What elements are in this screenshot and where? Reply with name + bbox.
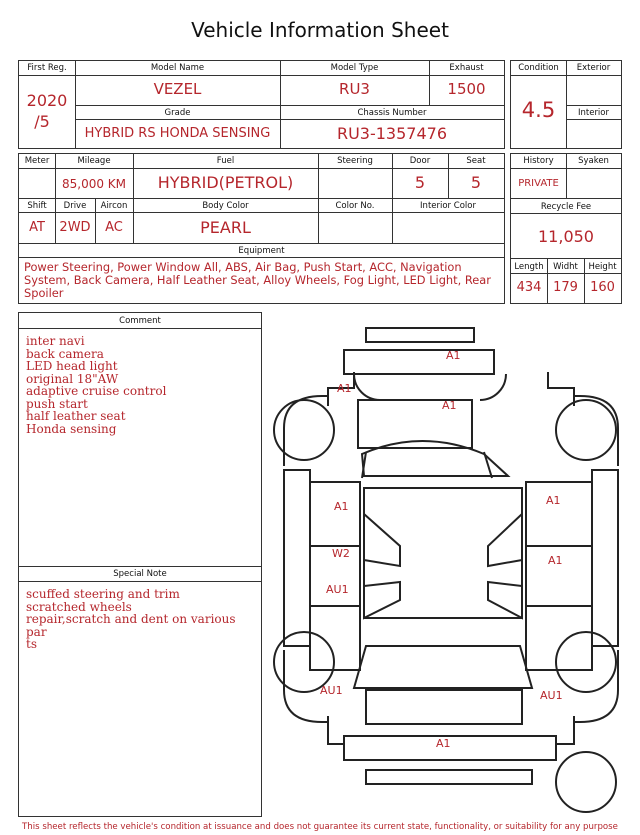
damage-label: A1 — [546, 494, 561, 507]
body-color-value: PEARL — [200, 218, 251, 237]
disclaimer-footer: This sheet reflects the vehicle's condition at issuance and does not guarantee its current state, functionality, or suitability for any purpose — [22, 822, 618, 832]
interior-label: Interior — [577, 108, 609, 118]
damage-label: AU1 — [326, 583, 349, 596]
damage-label: W2 — [332, 547, 350, 560]
damage-label: AU1 — [540, 689, 563, 702]
shift-value: AT — [29, 220, 45, 235]
model-name-value: VEZEL — [153, 80, 202, 98]
first-reg-year: 2020 — [26, 91, 68, 110]
comment-label: Comment — [119, 316, 161, 326]
fuel-value: HYBRID(PETROL) — [157, 173, 294, 192]
door-value: 5 — [414, 173, 426, 192]
sheet-title: Vehicle Information Sheet — [191, 18, 449, 42]
height-value: 160 — [590, 280, 615, 295]
equipment-label: Equipment — [238, 246, 285, 256]
history-label: History — [523, 156, 554, 166]
equipment-list: Power Steering, Power Window All, ABS, Air Bag, Push Start, ACC, Navigation System, Back Camera, Half Leather Seat, Alloy Wheels, Fog Light, LED Light, Rear Spoiler — [24, 260, 491, 300]
history-value: PRIVATE — [518, 178, 559, 189]
aircon-value: AC — [105, 220, 123, 235]
damage-label: A1 — [334, 500, 349, 513]
damage-label: A1 — [337, 382, 352, 395]
damage-label: A1 — [442, 399, 457, 412]
meter-label: Meter — [24, 156, 50, 166]
exterior-label: Exterior — [576, 63, 611, 73]
special-note-text: scuffed steering and trim scratched wheels repair,scratch and dent on various par ts — [26, 587, 236, 651]
width-value: 179 — [553, 280, 578, 295]
special-note-label: Special Note — [113, 569, 167, 579]
chassis-value: RU3-1357476 — [336, 124, 448, 143]
exhaust-label: Exhaust — [449, 63, 484, 73]
model-name-label: Model Name — [150, 63, 205, 73]
specs-box — [18, 153, 505, 304]
comment-text: inter navi back camera LED head light original 18"AW adaptive cruise control push start half leather seat Honda sensing — [26, 334, 167, 436]
body-color-label: Body Color — [202, 201, 249, 211]
shift-label: Shift — [27, 201, 47, 211]
width-label: Widht — [553, 262, 578, 272]
recycle-fee-label: Recycle Fee — [540, 202, 592, 212]
drive-value: 2WD — [59, 220, 91, 235]
grade-value: HYBRID RS HONDA SENSING — [84, 126, 271, 141]
model-type-label: Model Type — [330, 63, 379, 73]
first-reg-label: First Reg. — [27, 63, 67, 73]
registration-box — [18, 60, 505, 149]
damage-label: A1 — [436, 737, 451, 750]
length-label: Length — [514, 262, 544, 272]
chassis-label: Chassis Number — [357, 108, 427, 118]
condition-score: 4.5 — [521, 98, 556, 122]
color-no-label: Color No. — [335, 201, 375, 211]
height-label: Height — [588, 262, 617, 272]
steering-label: Steering — [337, 156, 373, 166]
damage-label: A1 — [446, 349, 461, 362]
history-box — [510, 153, 622, 304]
damage-label: AU1 — [320, 684, 343, 697]
seat-label: Seat — [466, 156, 486, 166]
car-damage-diagram — [262, 316, 640, 822]
first-reg-month: /5 — [34, 112, 50, 131]
mileage-label: Mileage — [77, 156, 111, 166]
syaken-label: Syaken — [578, 156, 609, 166]
recycle-fee-value: 11,050 — [538, 227, 594, 246]
comment-box — [18, 312, 262, 817]
condition-label: Condition — [518, 63, 559, 73]
mileage-value: 85,000 KM — [61, 177, 127, 191]
model-type-value: RU3 — [339, 80, 370, 98]
seat-value: 5 — [470, 173, 482, 192]
aircon-label: Aircon — [100, 201, 128, 211]
condition-box — [510, 60, 622, 149]
door-label: Door — [409, 156, 431, 166]
interior-color-label: Interior Color — [420, 201, 476, 211]
damage-label: A1 — [548, 554, 563, 567]
drive-label: Drive — [63, 201, 87, 211]
exhaust-value: 1500 — [447, 80, 486, 98]
fuel-label: Fuel — [216, 156, 235, 166]
length-value: 434 — [516, 280, 542, 295]
grade-label: Grade — [164, 108, 191, 118]
